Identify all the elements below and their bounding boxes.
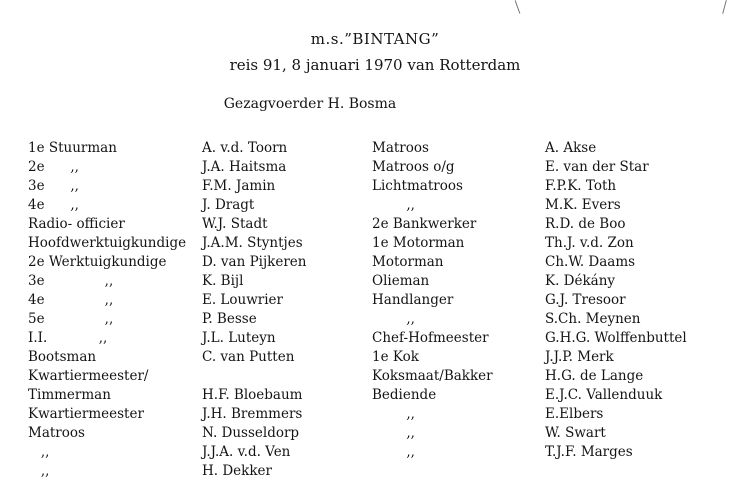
crew-name: S.Ch. Meynen: [545, 311, 641, 327]
crew-rank: ,,: [372, 197, 415, 213]
crew-name: H. Dekker: [202, 463, 272, 479]
crew-rank: Olieman: [372, 273, 430, 289]
scan-edge-mark: [722, 0, 727, 14]
scan-edge-mark: [515, 0, 521, 13]
crew-rank: Hoofdwerktuigkundige: [28, 235, 187, 251]
crew-rank: ,,: [28, 463, 50, 479]
crew-rank: Bootsman: [28, 349, 97, 365]
crew-name: J.A.M. Styntjes: [202, 235, 303, 251]
crew-name: E. Louwrier: [202, 292, 283, 308]
crew-rank: Matroos: [372, 140, 429, 156]
rank-column-right: [372, 139, 493, 462]
crew-name: T.J.F. Marges: [545, 444, 633, 460]
crew-name: D. van Pijkeren: [202, 254, 307, 270]
crew-rank: 2e Bankwerker: [372, 216, 477, 232]
crew-name: H.F. Bloebaum: [202, 387, 303, 403]
crew-rank: 4e ,,: [28, 197, 79, 213]
crew-name: E.Elbers: [545, 406, 604, 422]
crew-rank: Handlanger: [372, 292, 454, 308]
crew-rank: ,,: [372, 444, 415, 460]
crew-rank: ,,: [372, 311, 415, 327]
crew-rank: 1e Kok: [372, 349, 419, 365]
name-column-right: [545, 139, 687, 462]
crew-name: N. Dusseldorp: [202, 425, 300, 441]
crew-name: W.J. Stadt: [202, 216, 268, 232]
crew-name: P. Besse: [202, 311, 257, 327]
crew-rank: ,,: [28, 444, 50, 460]
crew-name: J. Dragt: [202, 197, 255, 213]
crew-rank: ,,: [372, 425, 415, 441]
crew-name: K. Bijl: [202, 273, 244, 289]
crew-name: A. Akse: [545, 140, 597, 156]
crew-name: H.G. de Lange: [545, 368, 644, 384]
captain-line: Gezagvoerder H. Bosma: [223, 96, 397, 112]
crew-rank: 5e ,,: [28, 311, 114, 327]
crew-rank: I.I. ,,: [28, 330, 108, 346]
crew-rank: Motorman: [372, 254, 444, 270]
crew-name: M.K. Evers: [545, 197, 621, 213]
crew-rank: 2e Werktuigkundige: [28, 254, 167, 270]
crew-name: A. v.d. Toorn: [202, 140, 288, 156]
crew-rank: 4e ,,: [28, 292, 114, 308]
ship-title: m.s.”BINTANG”: [310, 30, 440, 48]
crew-rank: Matroos: [28, 425, 85, 441]
crew-rank: 3e ,,: [28, 273, 114, 289]
crew-name: G.J. Tresoor: [545, 292, 626, 308]
crew-rank: Koksmaat/Bakker: [372, 368, 493, 384]
crew-rank: Bediende: [372, 387, 437, 403]
crew-rank: Matroos o/g: [372, 159, 455, 175]
crew-rank: Chef-Hofmeester: [372, 330, 489, 346]
crew-rank: Kwartiermeester: [28, 406, 144, 422]
crew-rank: 1e Stuurman: [28, 140, 117, 156]
crew-rank: Timmerman: [28, 387, 111, 403]
crew-name: F.M. Jamin: [202, 178, 276, 194]
crew-name: J.A. Haitsma: [202, 159, 287, 175]
crew-name: K. Dékány: [545, 273, 616, 289]
crew-name: E. van der Star: [545, 159, 649, 175]
crew-rank: ,,: [372, 406, 415, 422]
name-column-left: [202, 139, 306, 481]
crew-rank: 1e Motorman: [372, 235, 465, 251]
crew-name: J.H. Bremmers: [202, 406, 303, 422]
crew-name: R.D. de Boo: [545, 216, 626, 232]
crew-name: [202, 367, 306, 386]
crew-rank: Lichtmatroos: [372, 178, 463, 194]
crew-name: J.J.A. v.d. Ven: [202, 444, 291, 460]
crew-name: J.L. Luteyn: [202, 330, 276, 346]
crew-name: E.J.C. Vallenduuk: [545, 387, 663, 403]
crew-name: Th.J. v.d. Zon: [545, 235, 634, 251]
crew-rank: Kwartiermeester/: [28, 368, 149, 384]
crew-rank: 3e ,,: [28, 178, 79, 194]
voyage-line: reis 91, 8 januari 1970 van Rotterdam: [229, 56, 521, 74]
crew-name: F.P.K. Toth: [545, 178, 617, 194]
crew-name: C. van Putten: [202, 349, 295, 365]
crew-name: G.H.G. Wolffenbuttel: [545, 330, 687, 346]
crew-name: W. Swart: [545, 425, 606, 441]
crew-name: Ch.W. Daams: [545, 254, 636, 270]
crew-rank: 2e ,,: [28, 159, 79, 175]
crew-name: J.J.P. Merk: [545, 349, 614, 365]
rank-column-left: [28, 139, 186, 481]
crew-rank: Radio- officier: [28, 216, 125, 232]
